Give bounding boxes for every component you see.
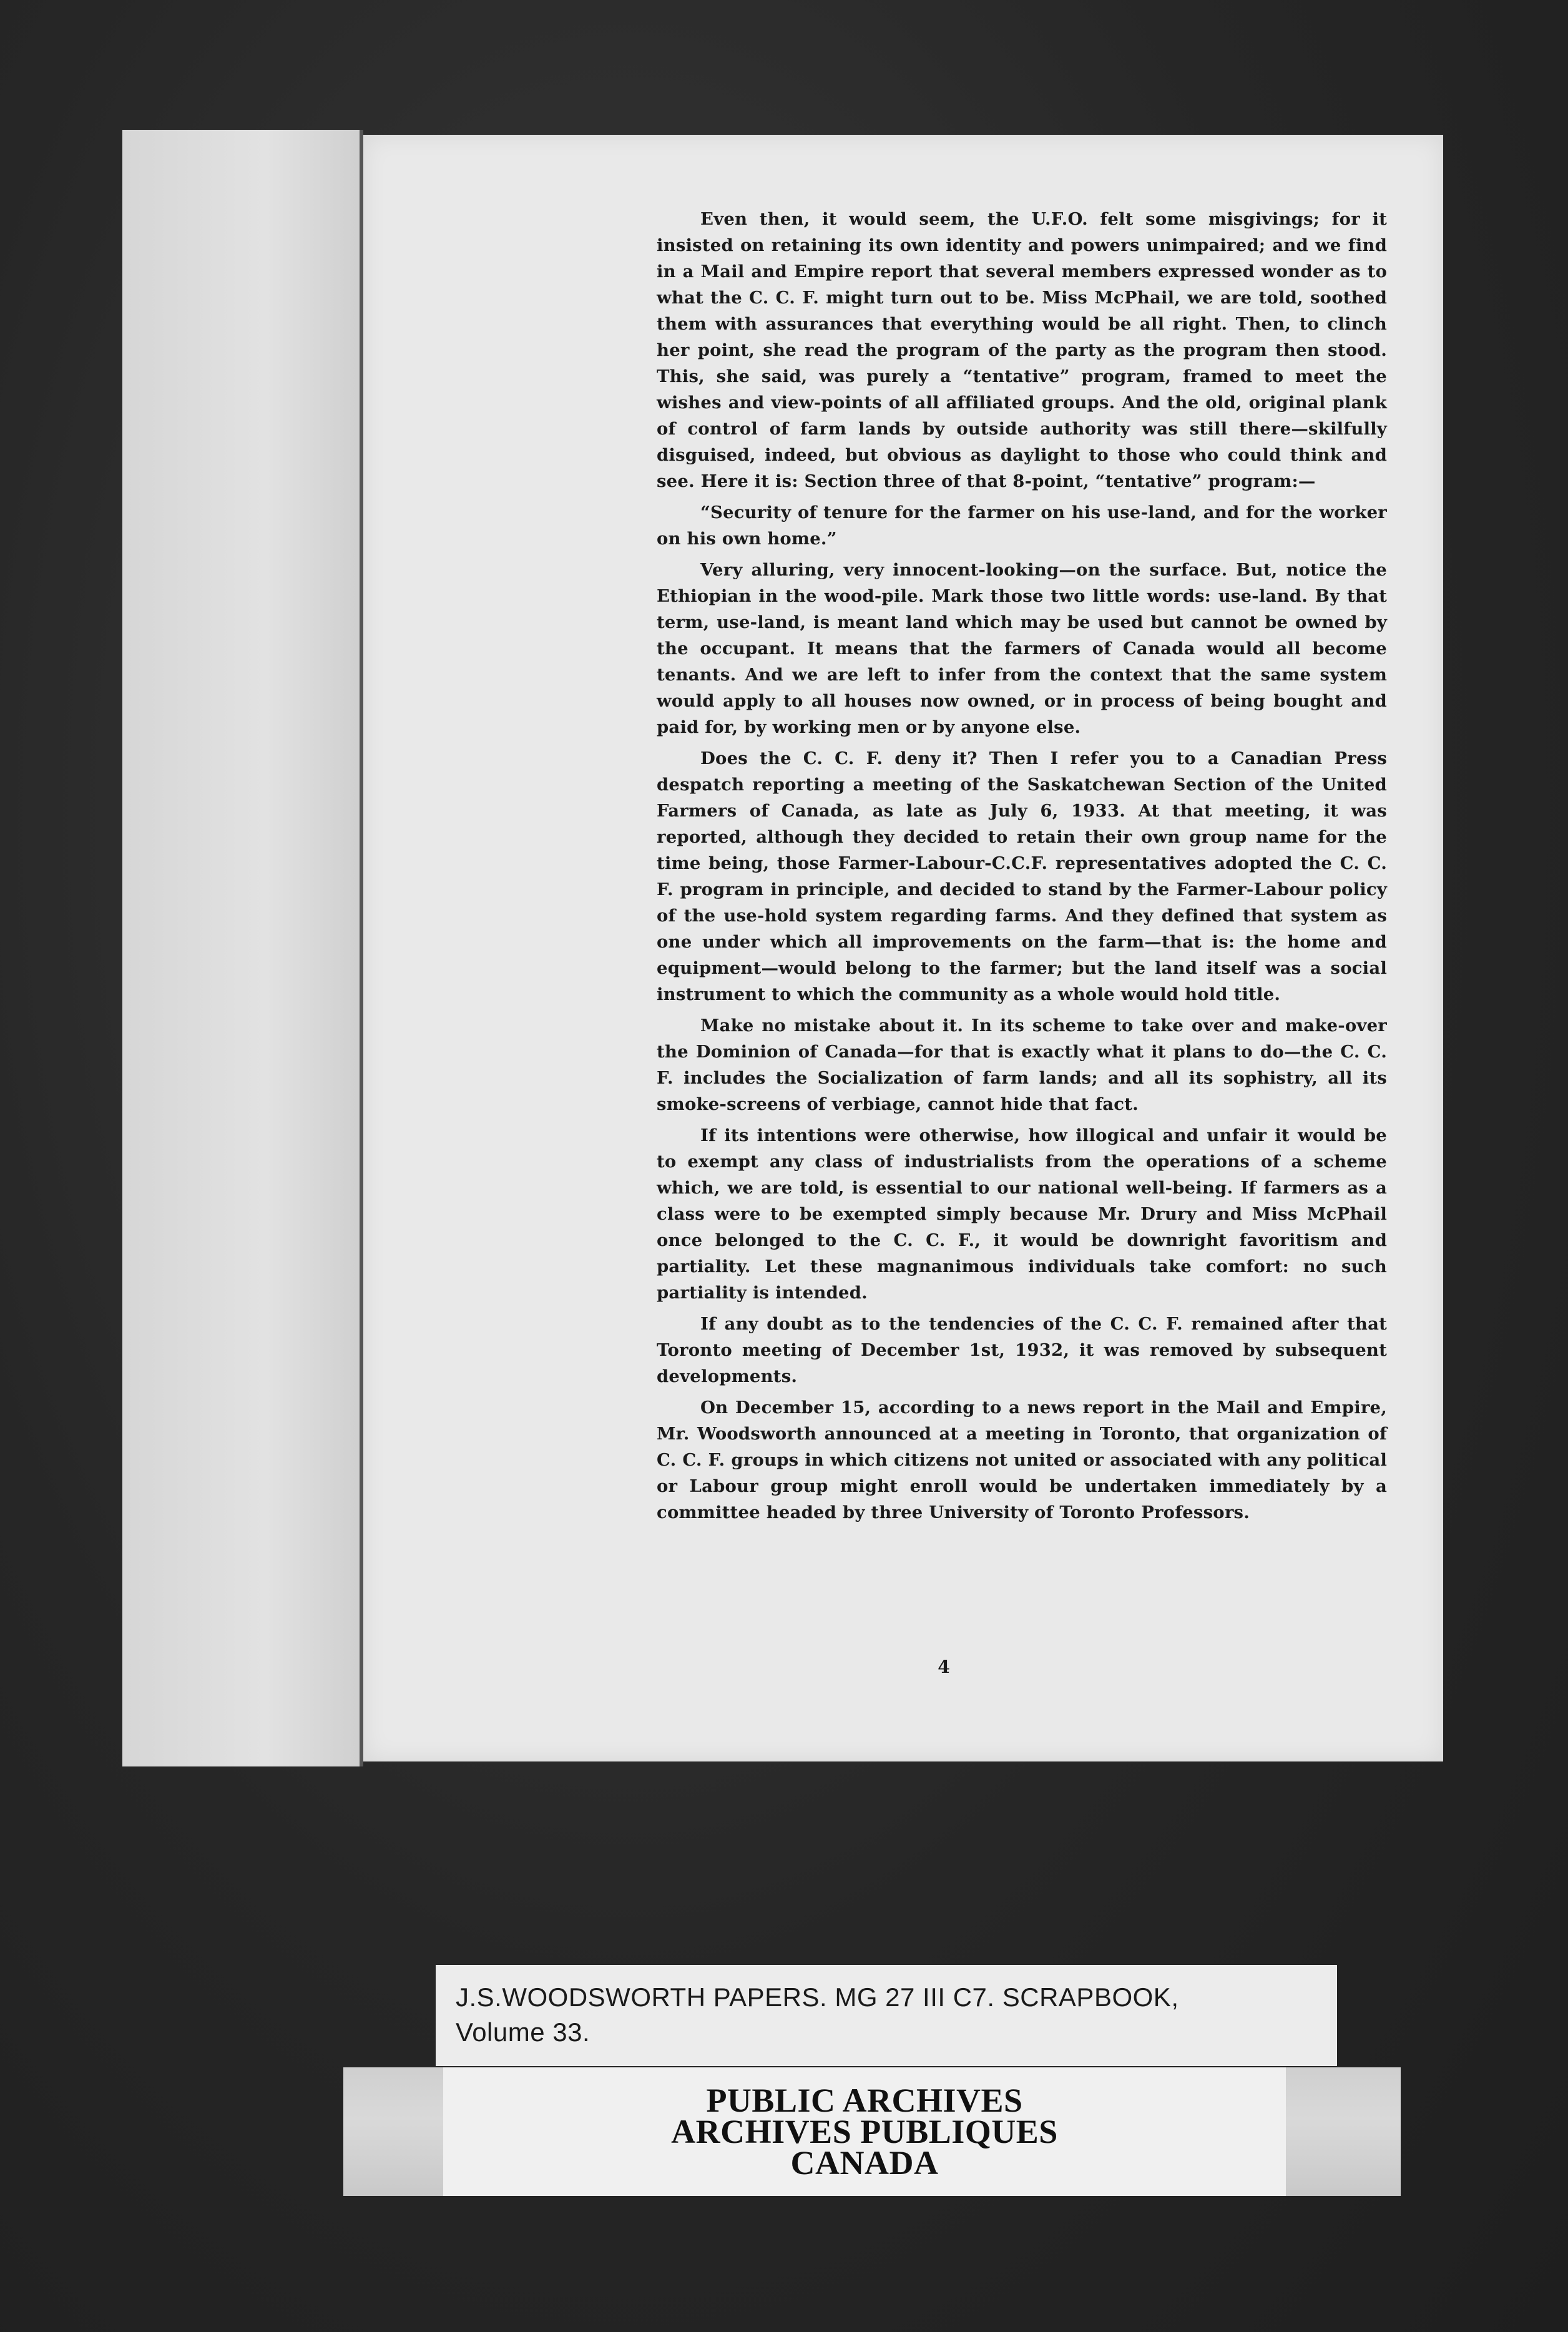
- page-number: 4: [938, 1657, 950, 1677]
- left-page-edge: [122, 130, 362, 1766]
- archive-stamp-strip: [343, 2067, 1401, 2196]
- paragraph: If any doubt as to the tendencies of the C. C. F. remained after that Toronto meeting of December 1st, 1932, it was removed by subsequent developments.: [657, 1314, 1387, 1386]
- collection-label: [436, 1965, 1337, 2066]
- paragraph: “Security of tenure for the farmer on his use-land, and for the worker on his own home.”: [657, 502, 1387, 549]
- archive-stamp-text: [443, 2082, 1286, 2182]
- archive-line: PUBLIC ARCHIVES: [706, 2082, 1023, 2119]
- paragraph: If its intentions were otherwise, how illogical and unfair it would be to exempt any class of industrialists from the operations of a scheme which, we are told, is essential to our national well-being. If farmers as a class were to be exempted simply because Mr. Drury and Miss McPhail once belonged to the C. C. F., it would be downright favoritism and partiality. Let these magnanimous individuals take comfort: no such partiality is intended.: [657, 1125, 1387, 1303]
- paragraph: Does the C. C. F. deny it? Then I refer you to a Canadian Press despatch reporting a meeting of the Saskatchewan Section of the United Farmers of Canada, as late as July 6, 1933. At that meeting, it was reported, although they decided to retain their own group name for the time being, those Farmer-Labour-C.C.F. representatives adopted the C. C. F. program in principle, and decided to stand by the Farmer-Labour policy of the use-hold system regarding farms. And they defined that system as one under which all improvements on the farm—that is: the home and equipment—would belong to the farmer; but the land itself was a social instrument to which the community as a whole would hold title.: [657, 748, 1387, 1004]
- collection-label-line: Volume 33.: [456, 2017, 590, 2047]
- paragraph: On December 15, according to a news report in the Mail and Empire, Mr. Woodsworth announced at a meeting in Toronto, that organization of C. C. F. groups in which citizens not united or associated with any political or Labour group might enroll would be undertaken immediately by a committee headed by three University of Toronto Professors.: [657, 1398, 1387, 1522]
- collection-label-text: [456, 1980, 1323, 2050]
- archive-line: CANADA: [790, 2144, 939, 2182]
- document-page: [363, 135, 1443, 1761]
- paragraph: Very alluring, very innocent-looking—on the surface. But, notice the Ethiopian in the wood-pile. Mark those two little words: use-land. By that term, use-land, is meant land which may be used but cannot be owned by the occupant. It means that the farmers of Canada would all become tenants. And we are left to infer from the context that the same system would apply to all houses now owned, or in process of being bought and paid for, by working men or by anyone else.: [657, 560, 1387, 737]
- archive-stamp: [443, 2067, 1286, 2196]
- archive-line: ARCHIVES PUBLIQUES: [671, 2113, 1058, 2150]
- collection-label-line: J.S.WOODSWORTH PAPERS. MG 27 III C7. SCRAPBOOK,: [456, 1982, 1179, 2012]
- paragraph: Make no mistake about it. In its scheme to take over and make-over the Dominion of Canada—for that is exactly what it plans to do—the C. C. F. includes the Socialization of farm lands; and all its sophistry, all its smoke-screens of verbiage, cannot hide that fact.: [657, 1016, 1387, 1114]
- paragraph: Even then, it would seem, the U.F.O. felt some misgivings; for it insisted on retaining its own identity and powers unimpaired; and we find in a Mail and Empire report that several members expressed wonder as to what the C. C. F. might turn out to be. Miss McPhail, we are told, soothed them with assurances that everything would be all right. Then, to clinch her point, she read the program of the party as the program then stood. This, she said, was purely a “tentative” program, framed to meet the wishes and view-points of all affiliated groups. And the old, original plank of control of farm lands by outside authority was still there—skilfully disguised, indeed, but obvious as daylight to those who could think and see. Here it is: Section three of that 8-point, “tentative” program:—: [657, 209, 1387, 491]
- body-text: [657, 206, 1387, 1531]
